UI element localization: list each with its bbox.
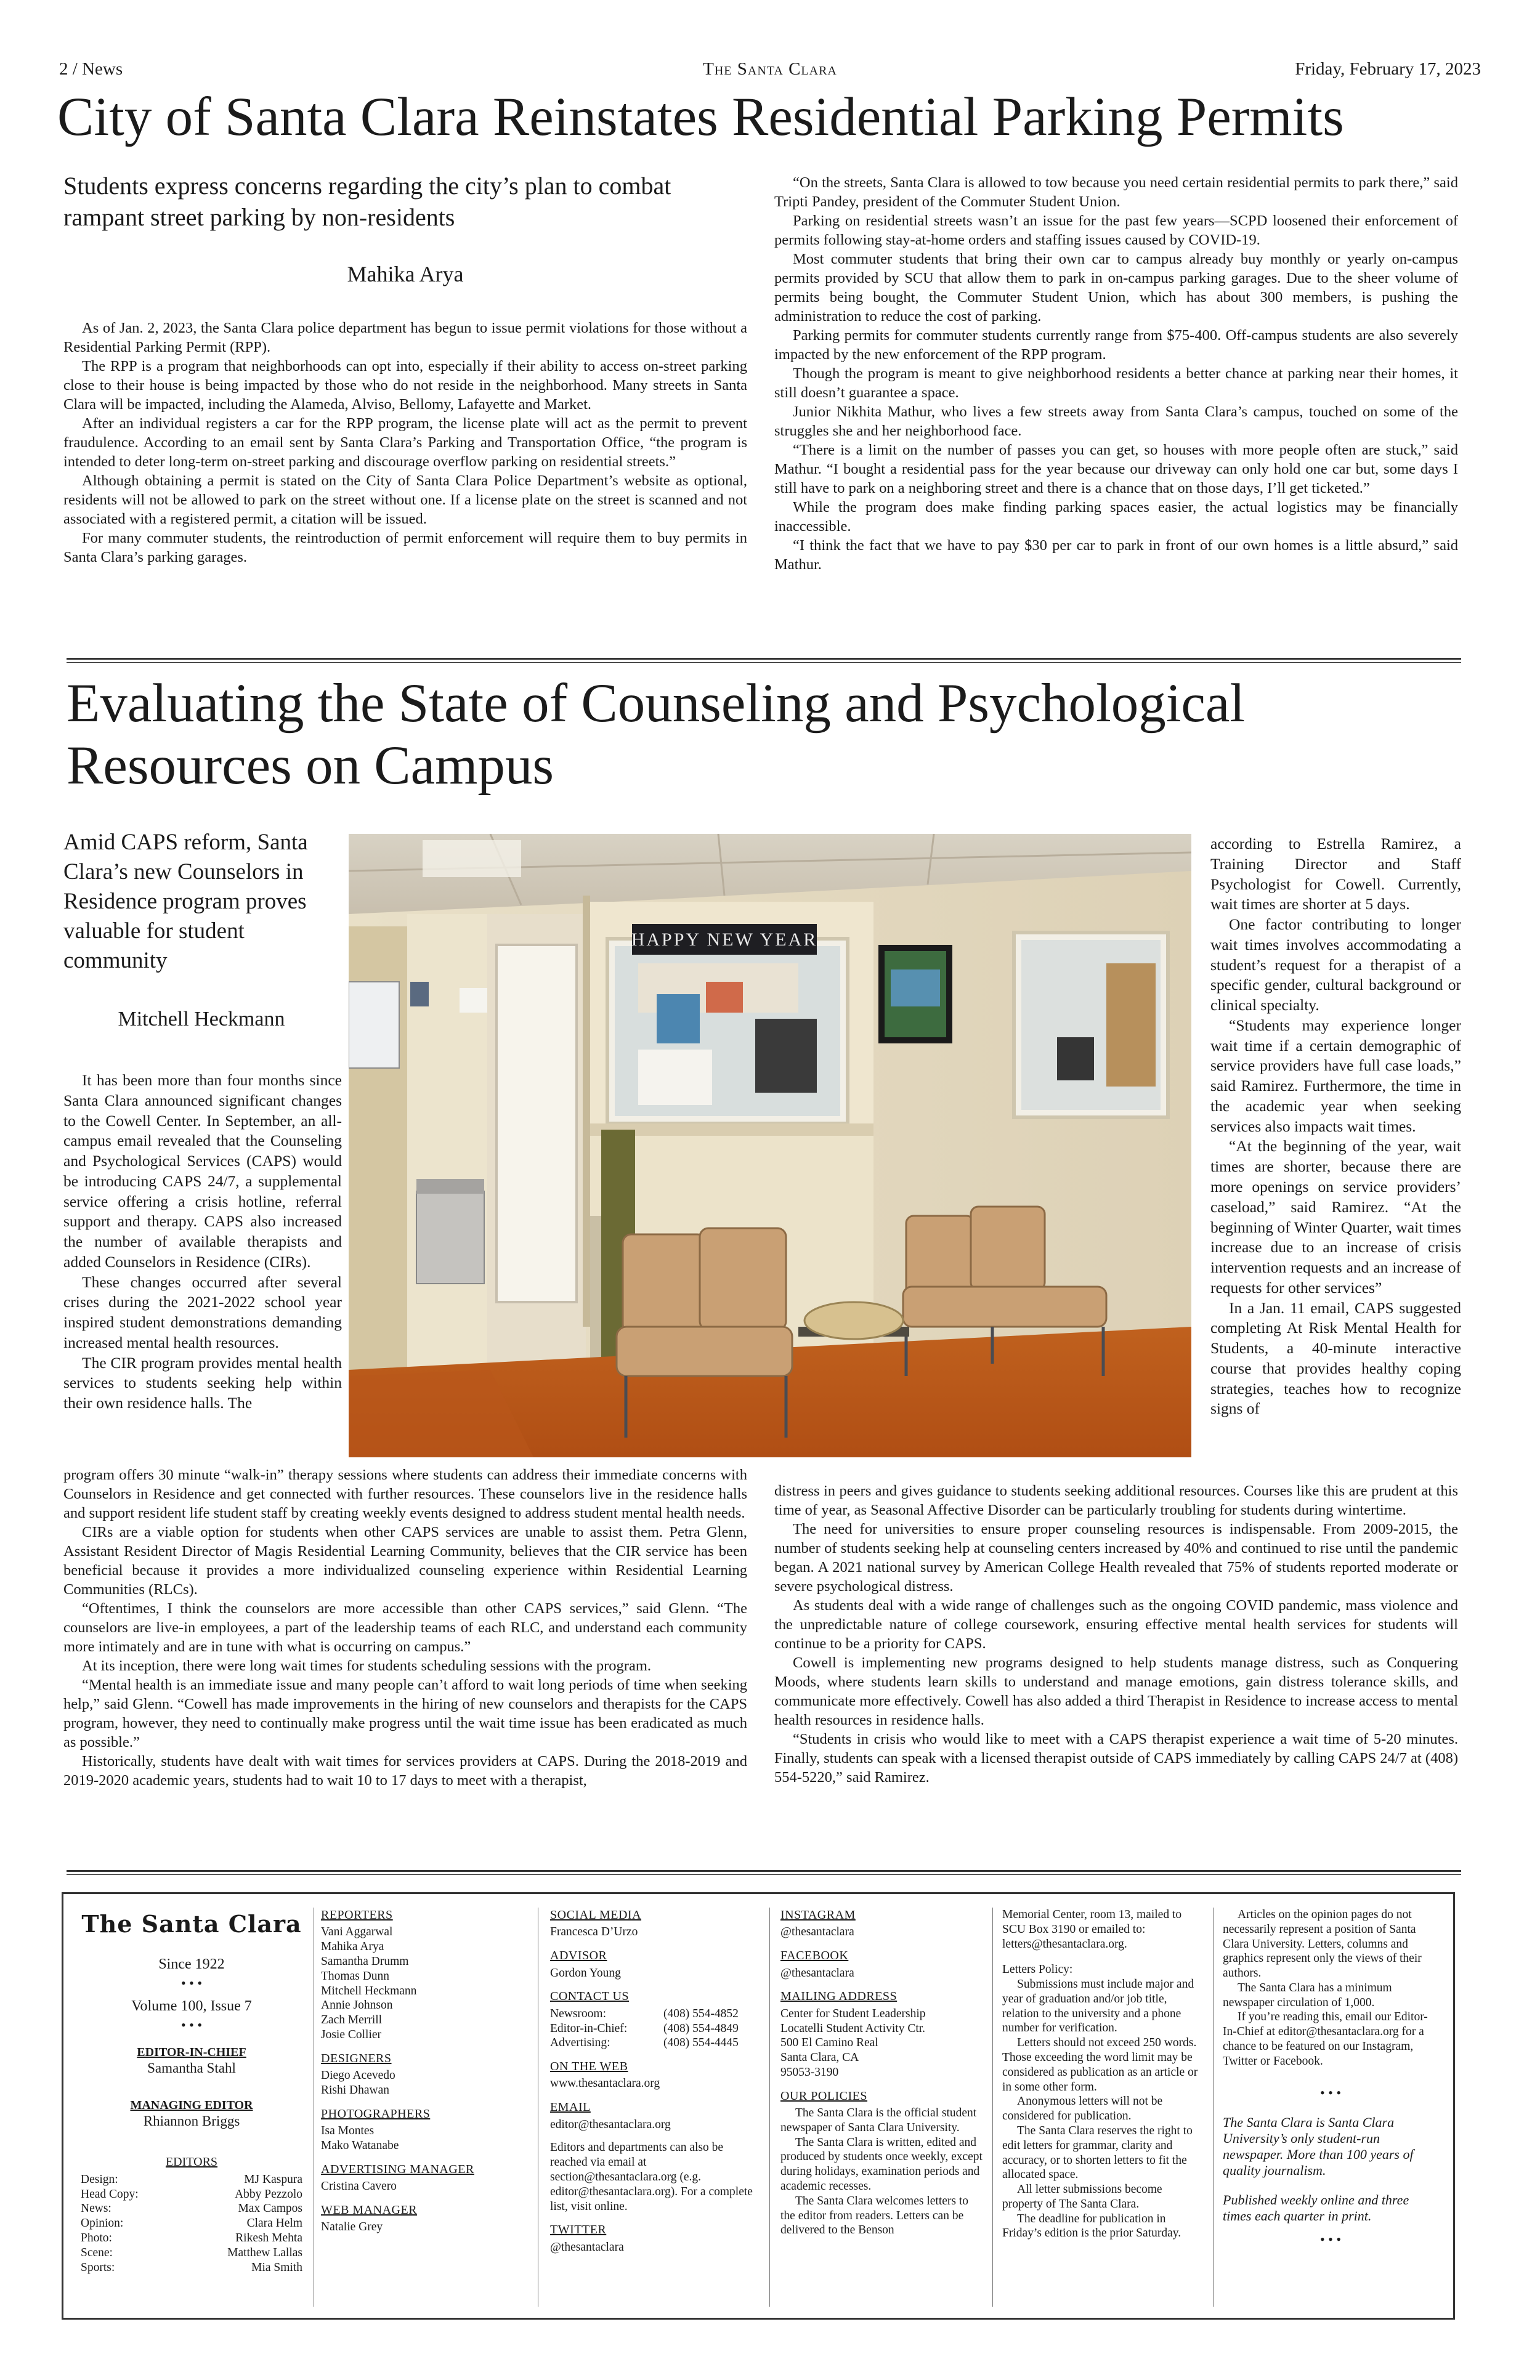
article2-headline-line2: Resources on Campus	[67, 735, 554, 796]
disclaimer-paragraph: The Santa Clara has a minimum newspaper circulation of 1,000.	[1223, 1981, 1392, 2009]
policies-continued: Memorial Center, room 13, mailed to SCU Box 3190 or emailed to: letters@thesantaclara.org.	[1002, 1908, 1182, 1951]
waiting-room-photo	[349, 834, 1191, 1457]
article2-paragraph: “Students in crisis who would like to meet with a CAPS therapist experience a wait time of 5-20 minutes. Finally, students can speak with a licensed therapist outside of CAPS immediately by calling CAPS 24/7 at (408) 554-5220,” said Ramirez.	[774, 1730, 1458, 1786]
happy-new-year-sign: HAPPY NEW YEAR	[631, 929, 818, 950]
article2-paragraph: The need for universities to ensure proper counseling resources is indispensable. From 2009-2015, the number of students seeking help at counseling centers increased by 40% and continued to rise until the pandemic began. A 2021 national survey by American College Health revealed that 75% of students reported moderate or severe psychological distress.	[774, 1520, 1458, 1595]
address-line: Center for Student Leadership	[780, 2007, 926, 2020]
instagram-handle[interactable]: @thesantaclara	[780, 1925, 854, 1939]
policies-label: OUR POLICIES	[780, 2089, 868, 2103]
article2-paragraph: In a Jan. 11 email, CAPS suggested completing At Risk Mental Health for Students, a 40-minute interactive course that provides healthy coping strategies, teaches how to recognize signs of	[1210, 1298, 1461, 1418]
article1-paragraph: “I think the fact that we have to pay $30 per car to park in front of our own homes is a little absurd,” said Mathur.	[774, 536, 1458, 573]
social-media-name: Francesca D’Urzo	[550, 1925, 638, 1939]
opinion-disclaimer	[1223, 1908, 1438, 2069]
ad-manager-name: Cristina Cavero	[321, 2179, 397, 2193]
article2-paragraph: These changes occurred after several crises during the 2021-2022 school year inspired student demonstrations demanding increased mental health resources.	[63, 1273, 342, 1351]
editor-name: Mia Smith	[251, 2261, 302, 2274]
masthead-col-4	[780, 1908, 984, 2238]
editor-name: Matthew Lallas	[227, 2246, 302, 2259]
reporters-label: REPORTERS	[321, 1908, 393, 1922]
volume-line: Volume 100, Issue 7	[131, 1998, 252, 2015]
reporter-name: Zach Merrill	[321, 2014, 383, 2027]
article1-headline: City of Santa Clara Reinstates Residential Parking Permits	[57, 87, 1344, 147]
designer-name: Diego Acevedo	[321, 2069, 395, 2082]
website-link[interactable]: www.thesantaclara.org	[550, 2077, 660, 2091]
editors-label: EDITORS	[165, 2155, 218, 2169]
contact-label: Editor-in-Chief:	[550, 2022, 628, 2035]
contact-phone[interactable]: (408) 554-4849	[663, 2022, 739, 2035]
editor-role: Head Copy:	[81, 2187, 139, 2201]
article2-paragraph: according to Estrella Ramirez, a Training Director and Staff Psychologist for Cowell. Currently, wait times are shorter at 5 days.	[1210, 835, 1461, 913]
on-the-web-label: ON THE WEB	[550, 2060, 628, 2074]
photographer-name: Isa Montes	[321, 2124, 375, 2137]
waiting-room-illustration	[349, 834, 1191, 1457]
reporter-name: Mitchell Heckmann	[321, 1984, 417, 1997]
address-line: 500 El Camino Real	[780, 2036, 878, 2050]
article2-paragraph: CIRs are a viable option for students when other CAPS services are unable to assist them. Petra Glenn, Assistant Resident Director of Magis Residential Learning Community, believes that the CIR service has been beneficial because it provides a more individualized counseling experience within Residential Learning Communities (RLCs).	[63, 1523, 747, 1598]
article1-deck: Students express concerns regarding the city’s plan to combat rampant street parking by non-residents	[63, 172, 671, 232]
ad-manager-label: ADVERTISING MANAGER	[321, 2162, 474, 2176]
contact-phone[interactable]: (408) 554-4445	[663, 2036, 739, 2050]
me-label: MANAGING EDITOR	[130, 2098, 253, 2112]
article2-left-narrow-column	[63, 1071, 342, 1414]
masthead-col-3	[550, 1908, 760, 2255]
masthead-col-6	[1223, 1908, 1438, 2248]
article1-paragraph: While the program does make finding parking spaces easier, the actual logistics may be financially inaccessible.	[774, 498, 1458, 535]
article1-paragraph: Though the program is meant to give neighborhood residents a better chance at parking near their homes, it still doesn’t guarantee a space.	[774, 365, 1458, 401]
article1-byline: Mahika Arya	[347, 262, 464, 286]
issue-date: Friday, February 17, 2023	[1295, 59, 1481, 79]
article1-paragraph: The RPP is a program that neighborhoods can opt into, especially if their ability to access on-street parking close to their house is being impacted by those who do not reside in the neighborhood. Many streets in Santa Clara will be impacted, including the Alameda, Alviso, Bellomy, Lafayette and Market.	[63, 357, 747, 413]
article2-right-narrow-column	[1210, 834, 1461, 1419]
article1-paragraph: Parking on residential streets wasn’t an issue for the past few years—SCPD loosened their enforcement of permits following stay-at-home orders and staffing issues caused by COVID-19.	[774, 212, 1458, 248]
designers-label: DESIGNERS	[321, 2051, 392, 2065]
advisor-label: ADVISOR	[550, 1949, 607, 1963]
reporter-name: Samantha Drumm	[321, 1954, 409, 1968]
designer-name: Rishi Dhawan	[321, 2083, 390, 2097]
reporter-name: Josie Collier	[321, 2028, 382, 2041]
article2-deck: Amid CAPS reform, Santa Clara’s new Counselors in Residence program proves valuable for student community	[63, 830, 308, 974]
article2-paragraph: “Students may experience longer wait time if a certain demographic of service providers have full case loads,” said Ramirez. Furthermore, the time in the academic year when seeking services also impacts wait times.	[1210, 1016, 1461, 1135]
masthead-col-2	[321, 1908, 530, 2235]
letters-policy-paragraph: The deadline for publication in Friday’s edition is the prior Saturday.	[1002, 2212, 1181, 2240]
facebook-label: FACEBOOK	[780, 1949, 849, 1963]
twitter-handle[interactable]: @thesantaclara	[550, 2240, 624, 2254]
masthead-rule-3	[769, 1908, 770, 2307]
contact-row	[550, 2007, 760, 2022]
contact-phone[interactable]: (408) 554-4852	[663, 2007, 739, 2020]
article1-paragraph: Although obtaining a permit is stated on the City of Santa Clara Police Department’s website as optional, residents will not be allowed to park on the street without one. If a license plate on the street is scanned and not associated with a registered permit, a citation will be issued.	[63, 472, 747, 527]
article1-paragraph: “There is a limit on the number of passes you can get, so houses with more people often are stuck,” said Mathur. “I bought a residential pass for the year because our driveway can only hold one car but, some days I still have to park on a neighboring street and there is a chance that on those days, I’ll get ticketed.”	[774, 441, 1458, 496]
mailing-address	[780, 2007, 984, 2080]
article2-paragraph: “At the beginning of the year, wait times are shorter, because there are more openings on service providers’ caseload,” said Ramirez. “At the beginning of Winter Quarter, wait times increase due to an increase of crisis intervention requests and an increase of requests for other services”	[1210, 1137, 1461, 1297]
article2-paragraph: The CIR program provides mental health services to students seeking help within their own residence halls. The	[63, 1353, 342, 1412]
letters-policy-paragraph: All letter submissions become property of The Santa Clara.	[1002, 2183, 1162, 2211]
editor-name: MJ Kaspura	[244, 2172, 302, 2186]
contact-label: Advertising:	[550, 2036, 610, 2050]
article2-paragraph: “Mental health is an immediate issue and many people can’t afford to wait long periods of time when seeking help,” said Glenn. “Cowell has made improvements in the hiring of new counselors and therapists for the CAPS program, however, they need to continually make progress until the wait time issue has been eradicated as much as possible.”	[63, 1676, 747, 1751]
mailing-address-label: MAILING ADDRESS	[780, 1989, 898, 2004]
article2-paragraph: program offers 30 minute “walk-in” therapy sessions where students can address their immediate concerns with Counselors in Residence and get connected with further resources. These counselors live in the residence halls and support resident life student staff by creating weekly events designed to address student mental health needs.	[63, 1467, 747, 1521]
photographers-label: PHOTOGRAPHERS	[321, 2107, 431, 2121]
letters-policy-paragraph: The Santa Clara reserves the right to edit letters for grammar, clarity and accuracy, or to shorten letters to fit the allocated space.	[1002, 2124, 1193, 2182]
editor-row	[81, 2201, 302, 2216]
me-name: Rhiannon Briggs	[143, 2113, 240, 2129]
masthead-col-1	[81, 1908, 302, 2275]
masthead-divider	[67, 1870, 1461, 1875]
editor-row	[81, 2187, 302, 2202]
article2-paragraph: “Oftentimes, I think the counselors are more accessible than other CAPS services,” said Glenn. “The counselors are live-in employees, a part of the leadership teams of each RLC, and understand each community more intimately and are in tune with what is occurring on campus.”	[63, 1600, 747, 1655]
letters-policy-text	[1002, 1977, 1206, 2241]
editor-name: Abby Pezzolo	[235, 2187, 302, 2201]
article1-paragraph: After an individual registers a car for the RPP program, the license plate will act as the permit to prevent fraudulence. According to an email sent by Santa Clara’s Parking and Transportation Office, “the program is intended to deter long-term on-street parking and discourage overflow parking on residential streets.”	[63, 415, 747, 470]
dots-2: • • •	[180, 2017, 203, 2033]
editor-name: Max Campos	[238, 2202, 302, 2216]
reporter-name: Annie Johnson	[321, 1999, 393, 2012]
email-label: EMAIL	[550, 2100, 591, 2115]
reporters-list	[321, 1925, 530, 2042]
article2-paragraph: It has been more than four months since Santa Clara announced significant changes to the Cowell Center. In September, an all-campus email revealed that the Counseling and Psychological Services (CAPS) would be introducing CAPS 24/7, a supplemental service offering a crisis hotline, referral support and therapy. CAPS also increased the number of available therapists and added Counselors in Residence (CIRs).	[63, 1071, 342, 1271]
reporter-name: Vani Aggarwal	[321, 1925, 393, 1939]
contact-label: CONTACT US	[550, 1989, 630, 2004]
article1-paragraph: Junior Nikhita Mathur, who lives a few streets away from Santa Clara’s campus, touched on some of the struggles she and her neighborhood face.	[774, 403, 1458, 439]
letters-policy-paragraph: Letters should not exceed 250 words. Those exceeding the word limit may be considered as publication as an article or in some other form.	[1002, 2036, 1198, 2094]
editor-name: Rikesh Mehta	[235, 2231, 302, 2244]
article2-paragraph: Historically, students have dealt with wait times for services providers at CAPS. During the 2018-2019 and 2019-2020 academic years, students had to wait 10 to 17 days to meet with a therapist,	[63, 1752, 747, 1789]
policy-paragraph: The Santa Clara is the official student newspaper of Santa Clara University.	[780, 2107, 977, 2134]
policy-paragraph: The Santa Clara welcomes letters to the editor from readers. Letters can be delivered to the Benson	[780, 2194, 969, 2237]
social-media-label: SOCIAL MEDIA	[550, 1908, 642, 1922]
article1-paragraph: Most commuter students that bring their own car to campus already buy monthly or yearly on-campus permits provided by SCU that allow them to park in on-campus parking garages. Due to the sheer volume of permits being bought, the Commuter Student Union, which has about 300 members, is pushing the administration to reduce the cost of parking.	[774, 250, 1458, 325]
contact-list	[550, 2007, 760, 2050]
editor-row	[81, 2172, 302, 2187]
eic-name: Samantha Stahl	[147, 2060, 236, 2076]
article2-headline	[67, 673, 1477, 796]
page-section-label: 2 / News	[59, 59, 123, 79]
address-line: Locatelli Student Activity Ctr.	[780, 2022, 926, 2035]
editor-role: News:	[81, 2202, 111, 2216]
dots-1: • • •	[180, 1975, 203, 1991]
running-head	[59, 59, 1481, 84]
designers-list	[321, 2068, 530, 2098]
disclaimer-paragraph: Articles on the opinion pages do not necessarily represent a position of Santa Clara University. Letters, columns and graphics represent only the views of their authors.	[1223, 1908, 1422, 1980]
masthead-box	[62, 1892, 1455, 2320]
dots-4: • • •	[1319, 2232, 1342, 2248]
address-line: 95053-3190	[780, 2065, 839, 2079]
advisor-name: Gordon Young	[550, 1966, 621, 1980]
paper-name-header: The Santa Clara	[703, 59, 837, 79]
publish-schedule: Published weekly online and three times each quarter in print.	[1223, 2192, 1409, 2224]
editor-row	[81, 2261, 302, 2275]
email-note: Editors and departments can also be reached via email at section@thesantaclara.org (e.g. editor@thesantaclara.org). For a complete list, visit online.	[550, 2141, 753, 2213]
web-manager-label: WEB MANAGER	[321, 2203, 418, 2217]
contact-label: Newsroom:	[550, 2007, 606, 2020]
masthead-rule-5	[1213, 1908, 1214, 2307]
article1-right-column	[774, 174, 1458, 575]
article2-paragraph: Cowell is implementing new programs designed to help students manage distress, such as Conquering Moods, where students learn skills to understand and manage emotions, gain distress tolerance skills, and communicate more effectively. Cowell has also added a third Therapist in Residence to increase access to mental health resources in residence halls.	[774, 1654, 1458, 1728]
policy-paragraph: The Santa Clara is written, edited and produced by students once weekly, except during holidays, examination periods and academic recesses.	[780, 2135, 983, 2193]
section-divider	[67, 658, 1461, 663]
instagram-label: INSTAGRAM	[780, 1908, 856, 1922]
editor-role: Opinion:	[81, 2217, 124, 2230]
reporter-name: Thomas Dunn	[321, 1969, 390, 1983]
contact-row	[550, 2022, 760, 2036]
article2-paragraph: One factor contributing to longer wait times involves accommodating a student’s request for a therapist of a specific gender, cultural background or clinical specialty.	[1210, 915, 1461, 1014]
since-line: Since 1922	[158, 1956, 225, 1973]
photographer-name: Mako Watanabe	[321, 2139, 399, 2152]
tagline: The Santa Clara is Santa Clara University’s only student-run newspaper. More than 100 years of quality journalism.	[1223, 2115, 1414, 2179]
editor-role: Sports:	[81, 2261, 115, 2274]
contact-row	[550, 2036, 760, 2050]
web-manager-name: Natalie Grey	[321, 2220, 383, 2234]
letters-policy-paragraph: Anonymous letters will not be considered for publication.	[1002, 2095, 1163, 2123]
editor-role: Scene:	[81, 2246, 113, 2259]
article2-paragraph: At its inception, there were long wait times for students scheduling sessions with the program.	[82, 1657, 652, 1674]
twitter-label: TWITTER	[550, 2223, 607, 2237]
masthead-col-5	[1002, 1908, 1206, 2241]
article2-paragraph: As students deal with a wide range of challenges such as the ongoing COVID pandemic, mass violence and the unpredictable nature of college coursework, ensuring effective mental health services for students will continue to be a priority for CAPS.	[774, 1597, 1458, 1652]
policies-text	[780, 2106, 984, 2238]
email-link[interactable]: editor@thesantaclara.org	[550, 2118, 671, 2131]
editor-name: Clara Helm	[246, 2217, 302, 2230]
article1-paragraph: Parking permits for commuter students currently range from $75-400. Off-campus students are also severely impacted by the new enforcement of the RPP program.	[774, 326, 1458, 363]
facebook-handle[interactable]: @thesantaclara	[780, 1966, 854, 1980]
article2-paragraph: distress in peers and gives guidance to students seeking additional resources. Courses like this are prudent at this time of year, as Seasonal Affective Disorder can be particularly troubling for students during wintertime.	[774, 1483, 1458, 1518]
editor-row	[81, 2231, 302, 2246]
disclaimer-paragraph: If you’re reading this, email our Editor-In-Chief at editor@thesantaclara.org for a chance to be featured on our Instagram, Twitter or Facebook.	[1223, 2010, 1428, 2068]
article2-headline-line1: Evaluating the State of Counseling and Psychological	[67, 673, 1246, 734]
article1-paragraph: “On the streets, Santa Clara is allowed to tow because you need certain residential permits to park there,” said Tripti Pandey, president of the Commuter Student Union.	[774, 174, 1458, 210]
letters-policy-label: Letters Policy:	[1002, 1963, 1073, 1977]
article2-right-wide-column	[774, 1482, 1458, 1787]
eic-label: EDITOR-IN-CHIEF	[137, 2045, 246, 2059]
article2-left-wide-column	[63, 1466, 747, 1791]
editor-role: Photo:	[81, 2231, 112, 2244]
editor-row	[81, 2216, 302, 2231]
article1-paragraph: For many commuter students, the reintroduction of permit enforcement will require them to buy permits in Santa Clara’s parking garages.	[63, 529, 747, 565]
article1-paragraph: As of Jan. 2, 2023, the Santa Clara police department has begun to issue permit violations for those without a Residential Parking Permit (RPP).	[63, 320, 747, 355]
editor-role: Design:	[81, 2172, 118, 2186]
article1-left-column	[63, 319, 747, 567]
masthead-logo: The Santa Clara	[81, 1910, 302, 1938]
editor-row	[81, 2246, 302, 2261]
editors-list	[81, 2172, 302, 2275]
dots-3: • • •	[1319, 2084, 1342, 2100]
masthead-rule-4	[992, 1908, 993, 2307]
reporter-name: Mahika Arya	[321, 1940, 384, 1954]
address-line: Santa Clara, CA	[780, 2051, 859, 2065]
letters-policy-paragraph: Submissions must include major and year of graduation and/or job title, relation to the university and a phone number for verification.	[1002, 1978, 1194, 2035]
article2-byline: Mitchell Heckmann	[118, 1008, 285, 1030]
photographers-list	[321, 2124, 530, 2153]
